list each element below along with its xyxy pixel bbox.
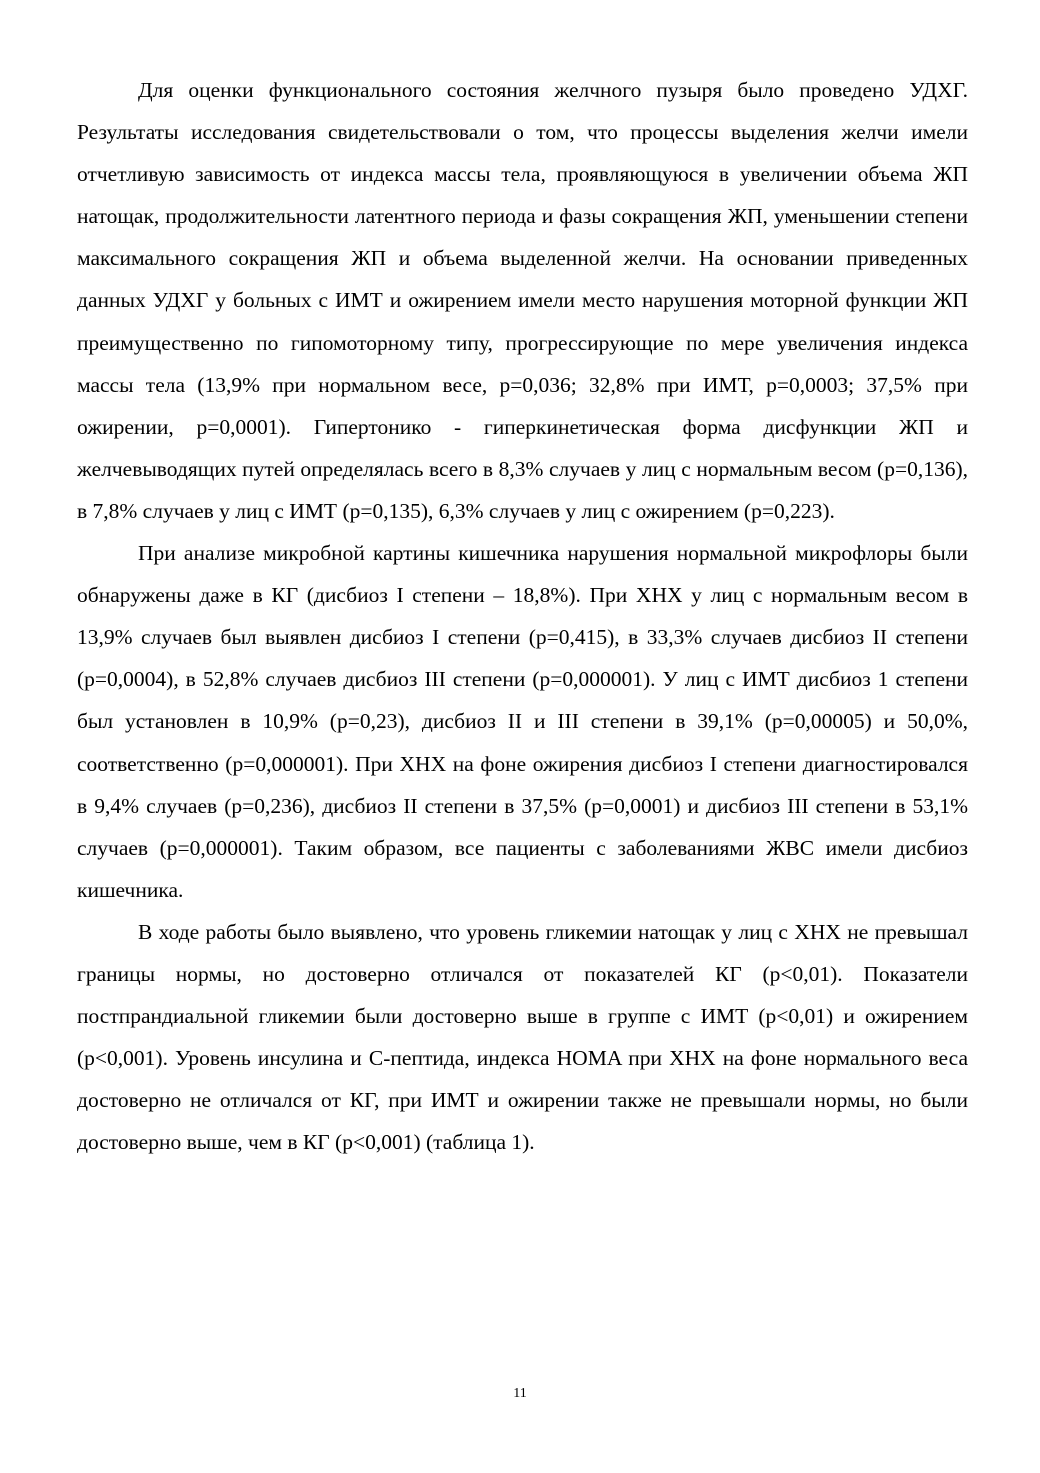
page-number: 11 bbox=[513, 1386, 527, 1401]
paragraph-glycemia: В ходе работы было выявлено, что уровень гликемии натощак у лиц с ХНХ не превышал границы нормы, но достоверно отличался от показателей КГ (p<0,01). Показатели постпрандиальной гликемии были достоверно выше в группе с ИМТ (p<0,01) и ожирением (p<0,001). Уровень инсулина и С-пептида, индекса HOMA при ХНХ на фоне нормального веса достоверно не отличался от КГ, при ИМТ и ожирении также не превышали нормы, но были достоверно выше, чем в КГ (p<0,001) (таблица 1). bbox=[77, 919, 968, 1155]
paragraph-gallbladder-function: Для оценки функционального состояния желчного пузыря было проведено УДХГ. Результаты исследования свидетельствовали о том, что процессы выделения желчи имели отчетливую зависимость от индекса массы тела, проявляющуюся в увеличении объема ЖП натощак, продолжительности латентного периода и фазы сокращения ЖП, уменьшении степени максимального сокращения ЖП и объема выделенной желчи. На основании приведенных данных УДХГ у больных с ИМТ и ожирением имели место нарушения моторной функции ЖП преимущественно по гипомоторному типу, прогрессирующие по мере увеличения индекса массы тела (13,9% при нормальном весе, p=0,036; 32,8% при ИМТ, p=0,0003; 37,5% при ожирении, p=0,0001). Гипертонико - гиперкинетическая форма дисфункции ЖП и желчевыводящих путей определялась всего в 8,3% случаев у лиц с нормальным весом (p=0,136), в 7,8% случаев у лиц с ИМТ (p=0,135), 6,3% случаев у лиц с ожирением (p=0,223). bbox=[77, 78, 968, 523]
paragraph-intestinal-microflora: При анализе микробной картины кишечника нарушения нормальной микрофлоры были обнаружены даже в КГ (дисбиоз I степени – 18,8%). При ХНХ у лиц с нормальным весом в 13,9% случаев был выявлен дисбиоз I степени (p=0,415), в 33,3% случаев дисбиоз II степени (p=0,0004), в 52,8% случаев дисбиоз III степени (p=0,000001). У лиц с ИМТ дисбиоз 1 степени был установлен в 10,9% (p=0,23), дисбиоз II и III степени в 39,1% (p=0,00005) и 50,0%, соответственно (p=0,000001). При ХНХ на фоне ожирения дисбиоз I степени диагностировался в 9,4% случаев (p=0,236), дисбиоз II степени в 37,5% (p=0,0001) и дисбиоз III степени в 53,1% случаев (p=0,000001). Таким образом, все пациенты с заболеваниями ЖВС имели дисбиоз кишечника. bbox=[77, 541, 968, 902]
document-body bbox=[77, 69, 968, 1163]
